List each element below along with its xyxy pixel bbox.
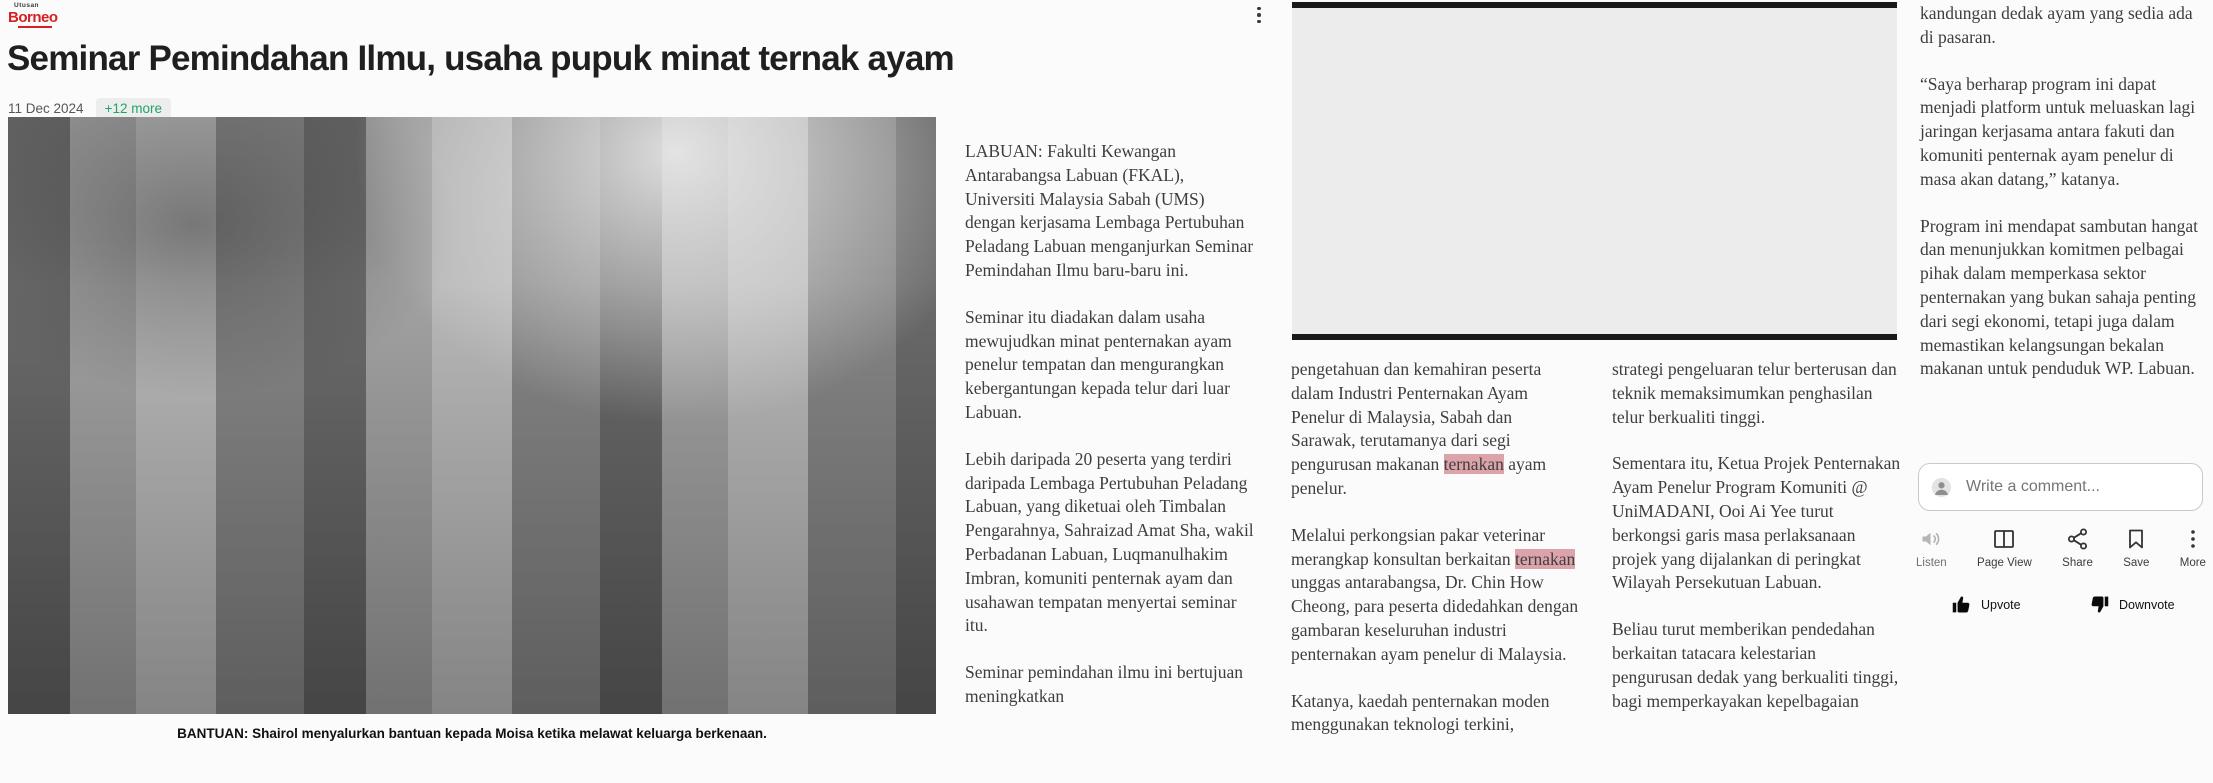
text-segment: “Saya berharap program ini dapat menjadi platform untuk meluaskan lagi jaringan kerjasama antara fakuti dan komuniti penternak ayam penelur di masa akan datang,” katanya.	[1920, 73, 2196, 189]
utusan-borneo-logo[interactable]	[8, 3, 68, 28]
logo-underline	[18, 26, 52, 28]
article-paragraph	[1291, 524, 1580, 667]
text-segment: pengetahuan dan kemahiran peserta dalam Industri Penternakan Ayam Penelur di Malaysia, Sabah dan Sarawak, terutamanya dari segi pengurusan makanan	[1291, 359, 1542, 475]
action-label: Share	[2062, 557, 2093, 569]
logo-name-text: Borneo	[8, 8, 58, 26]
article-column-4	[1920, 2, 2207, 404]
action-label: More	[2179, 557, 2206, 569]
action-label: Save	[2123, 557, 2150, 569]
kebab-menu-icon[interactable]	[1251, 3, 1267, 27]
save-button[interactable]	[2123, 527, 2149, 569]
article-paragraph	[965, 140, 1254, 283]
article-meta	[8, 98, 171, 119]
action-label: Page View	[1977, 557, 2032, 569]
upvote-button[interactable]	[1951, 594, 2021, 615]
highlighted-term: ternakan	[1443, 454, 1504, 475]
text-segment: Program ini mendapat sambutan hangat dan menunjukkan komitmen pelbagai pihak dalam memperkasa sektor penternakan yang bukan sahaja penting dari segi ekonomi, tetapi juga dalam memastikan kelangsungan bekalan makanan untuk penduduk WP. Labuan.	[1920, 215, 2198, 379]
page-title: Seminar Pemindahan Ilmu, usaha pupuk minat ternak ayam	[7, 39, 954, 79]
logo-top-text: Utusan	[14, 2, 40, 9]
photo-caption: BANTUAN: Shairol menyalurkan bantuan kepada Moisa ketika melawat keluarga berkenaan.	[177, 726, 767, 741]
highlighted-term: ternakan	[1515, 548, 1576, 569]
more-dots-icon	[2181, 527, 2205, 551]
thumbs-up-icon	[1951, 594, 1972, 615]
article-paragraph	[965, 661, 1254, 709]
thumbs-down-icon	[2089, 594, 2110, 615]
share-nodes-icon	[2066, 527, 2090, 551]
article-paragraph	[1291, 358, 1580, 501]
speaker-icon	[1919, 527, 1943, 551]
vote-label: Upvote	[1981, 597, 2021, 612]
action-bar	[1916, 527, 2206, 569]
text-segment: LABUAN: Fakulti Kewangan Antarabangsa Labuan (FKAL), Universiti Malaysia Sabah (UMS) dengan kerjasama Lembaga Pertubuhan Peladang Labuan menganjurkan Seminar Pemindahan Ilmu baru-baru ini.	[965, 141, 1254, 280]
bookmark-icon	[2124, 527, 2148, 551]
article-photo	[8, 117, 936, 714]
vote-label: Downvote	[2119, 597, 2175, 612]
person-icon	[1931, 477, 1952, 498]
text-segment: unggas antarabangsa, Dr. Chin How Cheong, para peserta didedahkan dengan gambaran keseluruhan industri penternakan ayam penelur di Malaysia.	[1291, 572, 1579, 664]
page-view-columns-icon	[1992, 527, 2016, 551]
downvote-button[interactable]	[2089, 594, 2175, 615]
article-paragraph	[1291, 690, 1580, 738]
article-paragraph	[965, 448, 1254, 638]
page-view-button[interactable]	[1977, 527, 2032, 569]
text-segment: Sementara itu, Ketua Projek Penternakan Ayam Penelur Program Komuniti @ UniMADANI, Ooi Ai Yee turut berkongsi garis masa perlaksanaan projek yang dijalankan di peringkat Wilayah Persekutuan Labuan.	[1612, 453, 1901, 593]
more-button[interactable]	[2180, 527, 2206, 569]
article-column-1	[965, 140, 1254, 732]
article-paragraph	[1920, 73, 2207, 192]
comment-box[interactable]	[1918, 463, 2203, 511]
text-segment: Lebih daripada 20 peserta yang terdiri daripada Lembaga Pertubuhan Peladang Labuan, yang diketuai oleh Timbalan Pengarahnya, Sahraizad Amat Sha, wakil Perbadanan Labuan, Luqmanulhakim Imbran, komuniti penternak ayam dan usahawan tempatan menyertai seminar itu.	[965, 448, 1254, 636]
more-sources-badge[interactable]: +12 more	[96, 98, 171, 119]
article-paragraph	[965, 306, 1254, 425]
share-button[interactable]	[2062, 527, 2093, 569]
text-segment: Seminar pemindahan ilmu ini bertujuan meningkatkan	[965, 662, 1243, 706]
article-column-2	[1291, 358, 1580, 760]
text-segment: ayam penelur.	[1291, 454, 1547, 498]
text-segment: strategi pengeluaran telur berterusan dan teknik memaksimumkan penghasilan telur berkualiti tinggi.	[1612, 359, 1897, 427]
comment-input[interactable]	[1964, 477, 2190, 497]
article-paragraph	[1612, 452, 1901, 595]
embedded-figure-placeholder	[1292, 2, 1897, 340]
action-label: Listen	[1916, 557, 1947, 569]
text-segment: Melalui perkongsian pakar veterinar merangkap konsultan berkaitan	[1291, 524, 1546, 569]
text-segment: Katanya, kaedah penternakan moden menggunakan teknologi terkini,	[1291, 690, 1550, 735]
text-segment: Beliau turut memberikan pendedahan berkaitan tatacara kelestarian pengurusan dedak yang berkualiti tinggi, bagi memperkayakan kepelbagaian	[1612, 619, 1899, 711]
text-segment: kandungan dedak ayam yang sedia ada di pasaran.	[1920, 3, 2193, 47]
article-paragraph	[1612, 618, 1901, 713]
article-paragraph	[1920, 2, 2207, 50]
article-paragraph	[1612, 358, 1901, 429]
listen-button[interactable]	[1916, 527, 1947, 569]
article-column-3	[1612, 358, 1901, 736]
text-segment: Seminar itu diadakan dalam usaha mewujudkan minat penternakan ayam penelur tempatan dan mengurangkan kebergantungan kepada telur dari luar Labuan.	[965, 306, 1232, 422]
publish-date: 11 Dec 2024	[8, 101, 84, 116]
article-paragraph	[1920, 215, 2207, 382]
